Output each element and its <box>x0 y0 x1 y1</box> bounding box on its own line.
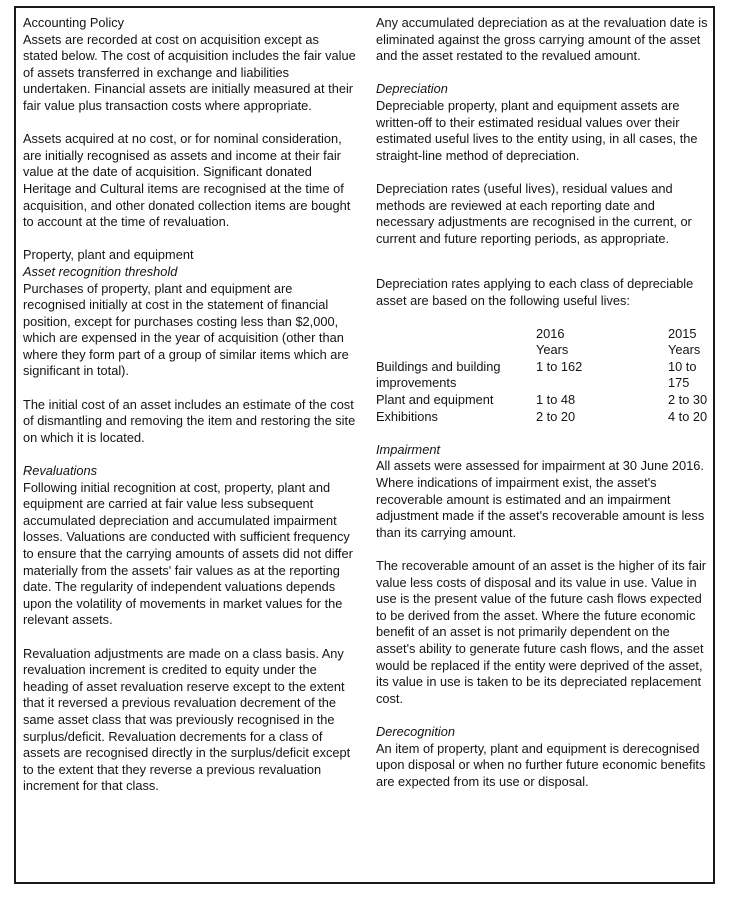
column-header-2016: 2016 <box>536 325 565 341</box>
subheading-derecognition: Derecognition <box>376 723 455 739</box>
unit-label-2015: Years <box>668 342 701 358</box>
right-column <box>376 15 712 790</box>
row-label: Plant and equipment <box>376 392 494 408</box>
subheading-asset-recognition: Asset recognition threshold <box>23 263 178 279</box>
paragraph-cost-of-acquisition: Assets are recorded at cost on acquisition except as stated below. The cost of acquisition includes the fair value of assets transferred in exchange and liabilities undertaken. Financial assets are initially measured at their fair value plus transaction costs where appropriate. <box>23 31 356 113</box>
paragraph-accumulated-depreciation: Any accumulated depreciation as at the revaluation date is eliminated against the gross carrying amount of the asset and the asset restated to the revalued amount. <box>376 15 708 64</box>
cell-2015: 4 to 20 <box>668 408 708 424</box>
unit-label-2016: Years <box>536 342 569 358</box>
paragraph-depreciation-rates-intro: Depreciation rates applying to each class of depreciable asset are based on the following useful lives: <box>376 275 694 308</box>
subheading-depreciation: Depreciation <box>376 81 448 97</box>
section-heading-ppe: Property, plant and equipment <box>23 247 194 263</box>
cell-2016: 2 to 20 <box>536 408 576 424</box>
cell-2016: 1 to 48 <box>536 392 576 408</box>
table-header-row <box>376 326 712 343</box>
document-frame <box>14 6 715 884</box>
left-column <box>23 15 357 795</box>
paragraph-depreciable-ppe: Depreciable property, plant and equipment assets are written-off to their estimated residual values over their estimated useful lives to the entity using, in all cases, the straight-line method of depreciation. <box>376 97 698 163</box>
paragraph-derecognition: An item of property, plant and equipment is derecognised upon disposal or when no further future economic benefits are expected from its use or disposal. <box>376 740 706 789</box>
paragraph-impairment-assessment: All assets were assessed for impairment at 30 June 2016. Where indications of impairment exist, the asset's recoverable amount is estimated and an impairment adjustment made if the asset's recoverable amount is less than its carrying amount. <box>376 458 705 540</box>
cell-2015: 10 to 175 <box>668 358 697 391</box>
table-row <box>376 392 712 409</box>
row-label: Exhibitions <box>376 408 438 424</box>
cell-2016: 1 to 162 <box>536 358 583 374</box>
table-row <box>376 409 712 426</box>
paragraph-revaluation-adjustments: Revaluation adjustments are made on a class basis. Any revaluation increment is credited to equity under the heading of asset revaluation reserve except to the extent that it reversed a previous revaluation decrement of the same asset class that was previously recognised in the surplus/deficit. Revaluation decrements for a class of assets are recognised directly in the surplus/deficit except to the extent that they reverse a previous revaluation increment for that class. <box>23 645 351 794</box>
table-unit-row <box>376 342 712 359</box>
section-heading-accounting-policy: Accounting Policy <box>23 15 125 30</box>
paragraph-initial-cost: The initial cost of an asset includes an estimate of the cost of dismantling and removing the item and restoring the site on which it is located. <box>23 396 356 445</box>
paragraph-recoverable-amount: The recoverable amount of an asset is the higher of its fair value less costs of disposal and its value in use. Value in use is the present value of the future cash flows expected to be derived from the asset. Where the future economic benefit of an asset is not primarily dependent on the asset's ability to generate future cash flows, and the asset would be replaced if the entity were deprived of the asset, its value in use is taken to be its depreciated replacement cost. <box>376 558 707 706</box>
cell-2015: 2 to 30 <box>668 392 708 408</box>
paragraph-fair-value-carrying: Following initial recognition at cost, property, plant and equipment are carried at fair value less subsequent accumulated depreciation and accumulated impairment losses. Valuations are conducted with sufficient frequency to ensure that the carrying amounts of assets did not differ materially from the assets' fair values as at the reporting date. The regularity of independent valuations depends upon the volatility of movements in market values for the relevant assets. <box>23 479 353 628</box>
paragraph-depreciation-review: Depreciation rates (useful lives), residual values and methods are reviewed at each reporting date and necessary adjustments are recognised in the current, or current and future reporting periods, as appropriate. <box>376 180 692 246</box>
column-header-2015: 2015 <box>668 325 697 341</box>
subheading-revaluations: Revaluations <box>23 463 97 479</box>
paragraph-recognition-threshold: Purchases of property, plant and equipment are recognised initially at cost in the statement of financial position, except for purchases costing less than $2,000, which are expensed in the year of acquisition (other than where they form part of a group of similar items which are significant in total). <box>23 280 349 379</box>
table-row <box>376 359 712 392</box>
row-label: Buildings and building improvements <box>376 358 501 391</box>
paragraph-assets-no-cost: Assets acquired at no cost, or for nominal consideration, are initially recognised as assets and income at their fair value at the date of acquisition. Significant donated Heritage and Cultural items are recognised at the time of acquisition, and other donated collection items are bought to account at the time of revaluation. <box>23 131 351 230</box>
subheading-impairment: Impairment <box>376 441 441 457</box>
depreciation-rates-table <box>376 326 712 426</box>
